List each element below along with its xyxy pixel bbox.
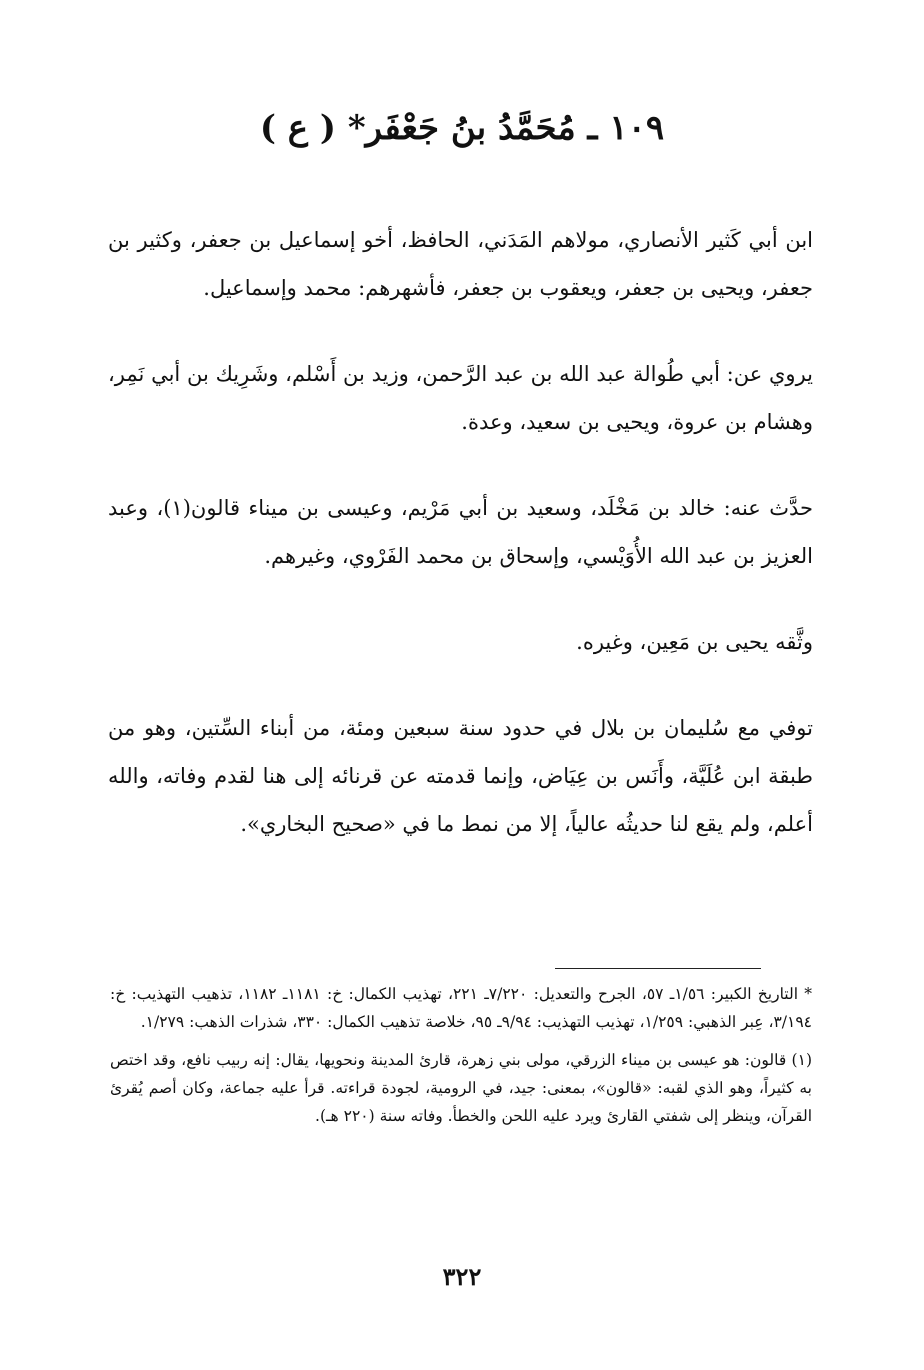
- entry-heading: ١٠٩ ـ مُحَمَّدُ بنُ جَعْفَر* ( ع ): [259, 108, 665, 148]
- paragraph-lineage: ابن أبي كَثير الأنصاري، مولاهم المَدَني، الحافظ، أخو إسماعيل بن جعفر، وكثير بن جعفر، ويحيى بن جعفر، ويعقوب بن جعفر، فأشهرهم: محمد وإسماعيل.: [108, 228, 813, 300]
- paragraph-authentication: وثَّقه يحيى بن مَعِين، وغيره.: [576, 630, 813, 654]
- footnote-separator: [555, 968, 761, 969]
- footnotes: [110, 980, 812, 1140]
- footnote-qalun: (١) قالون: هو عيسى بن ميناء الزرقي، مولى بني زهرة، قارئ المدينة ونحويها، يقال: إنه ربيب نافع، وقد اختص به كثيراً، وهو الذي لقبه: «قالون»، بمعنى: جيد، في الرومية، لجودة قراءته. قرأ عليه جماعة، وكان أصم يُقرئ القرآن، وينظر إلى شفتي القارئ ويرد عليه اللحن والخطأ. وفاته سنة (٢٢٠ هـ).: [110, 1051, 812, 1125]
- paragraph-narrates-from: يروي عن: أبي طُوالة عبد الله بن عبد الرَّحمن، وزيد بن أَسْلم، وشَرِيك بن أبي نَمِر، وهشام بن عروة، ويحيى بن سعيد، وعدة.: [108, 362, 813, 434]
- entry-body: [108, 216, 813, 886]
- paragraph-narrated-by: حدَّث عنه: خالد بن مَخْلَد، وسعيد بن أبي مَرْيم، وعيسى بن ميناء قالون(١)، وعبد العزيز بن عبد الله الأُوَيْسي، وإسحاق بن محمد الفَرْوي، وغيرهم.: [108, 496, 813, 568]
- paragraph-death: توفي مع سُليمان بن بلال في حدود سنة سبعين ومئة، من أبناء السِّتين، وهو من طبقة ابن عُلَيَّة، وأَنَس بن عِيَاض، وإنما قدمته عن قرنائه إلى هنا لقدم وفاته، والله أعلم، ولم يقع لنا حديثُه عالياً، إلا من نمط ما في «صحيح البخاري».: [108, 716, 813, 836]
- page-number: ٣٢٢: [442, 1262, 482, 1291]
- footnote-sources: * التاريخ الكبير: ١/٥٦ـ ٥٧، الجرح والتعديل: ٧/٢٢٠ـ ٢٢١، تهذيب الكمال: خ: ١١٨١ـ ١١٨٢، تذهيب التهذيب: خ: ٣/١٩٤، عِبر الذهبي: ١/٢٥٩، تهذيب التهذيب: ٩/٩٤ـ ٩٥، خلاصة تذهيب الكمال: ٣٣٠، شذرات الذهب: ١/٢٧٩.: [110, 985, 813, 1031]
